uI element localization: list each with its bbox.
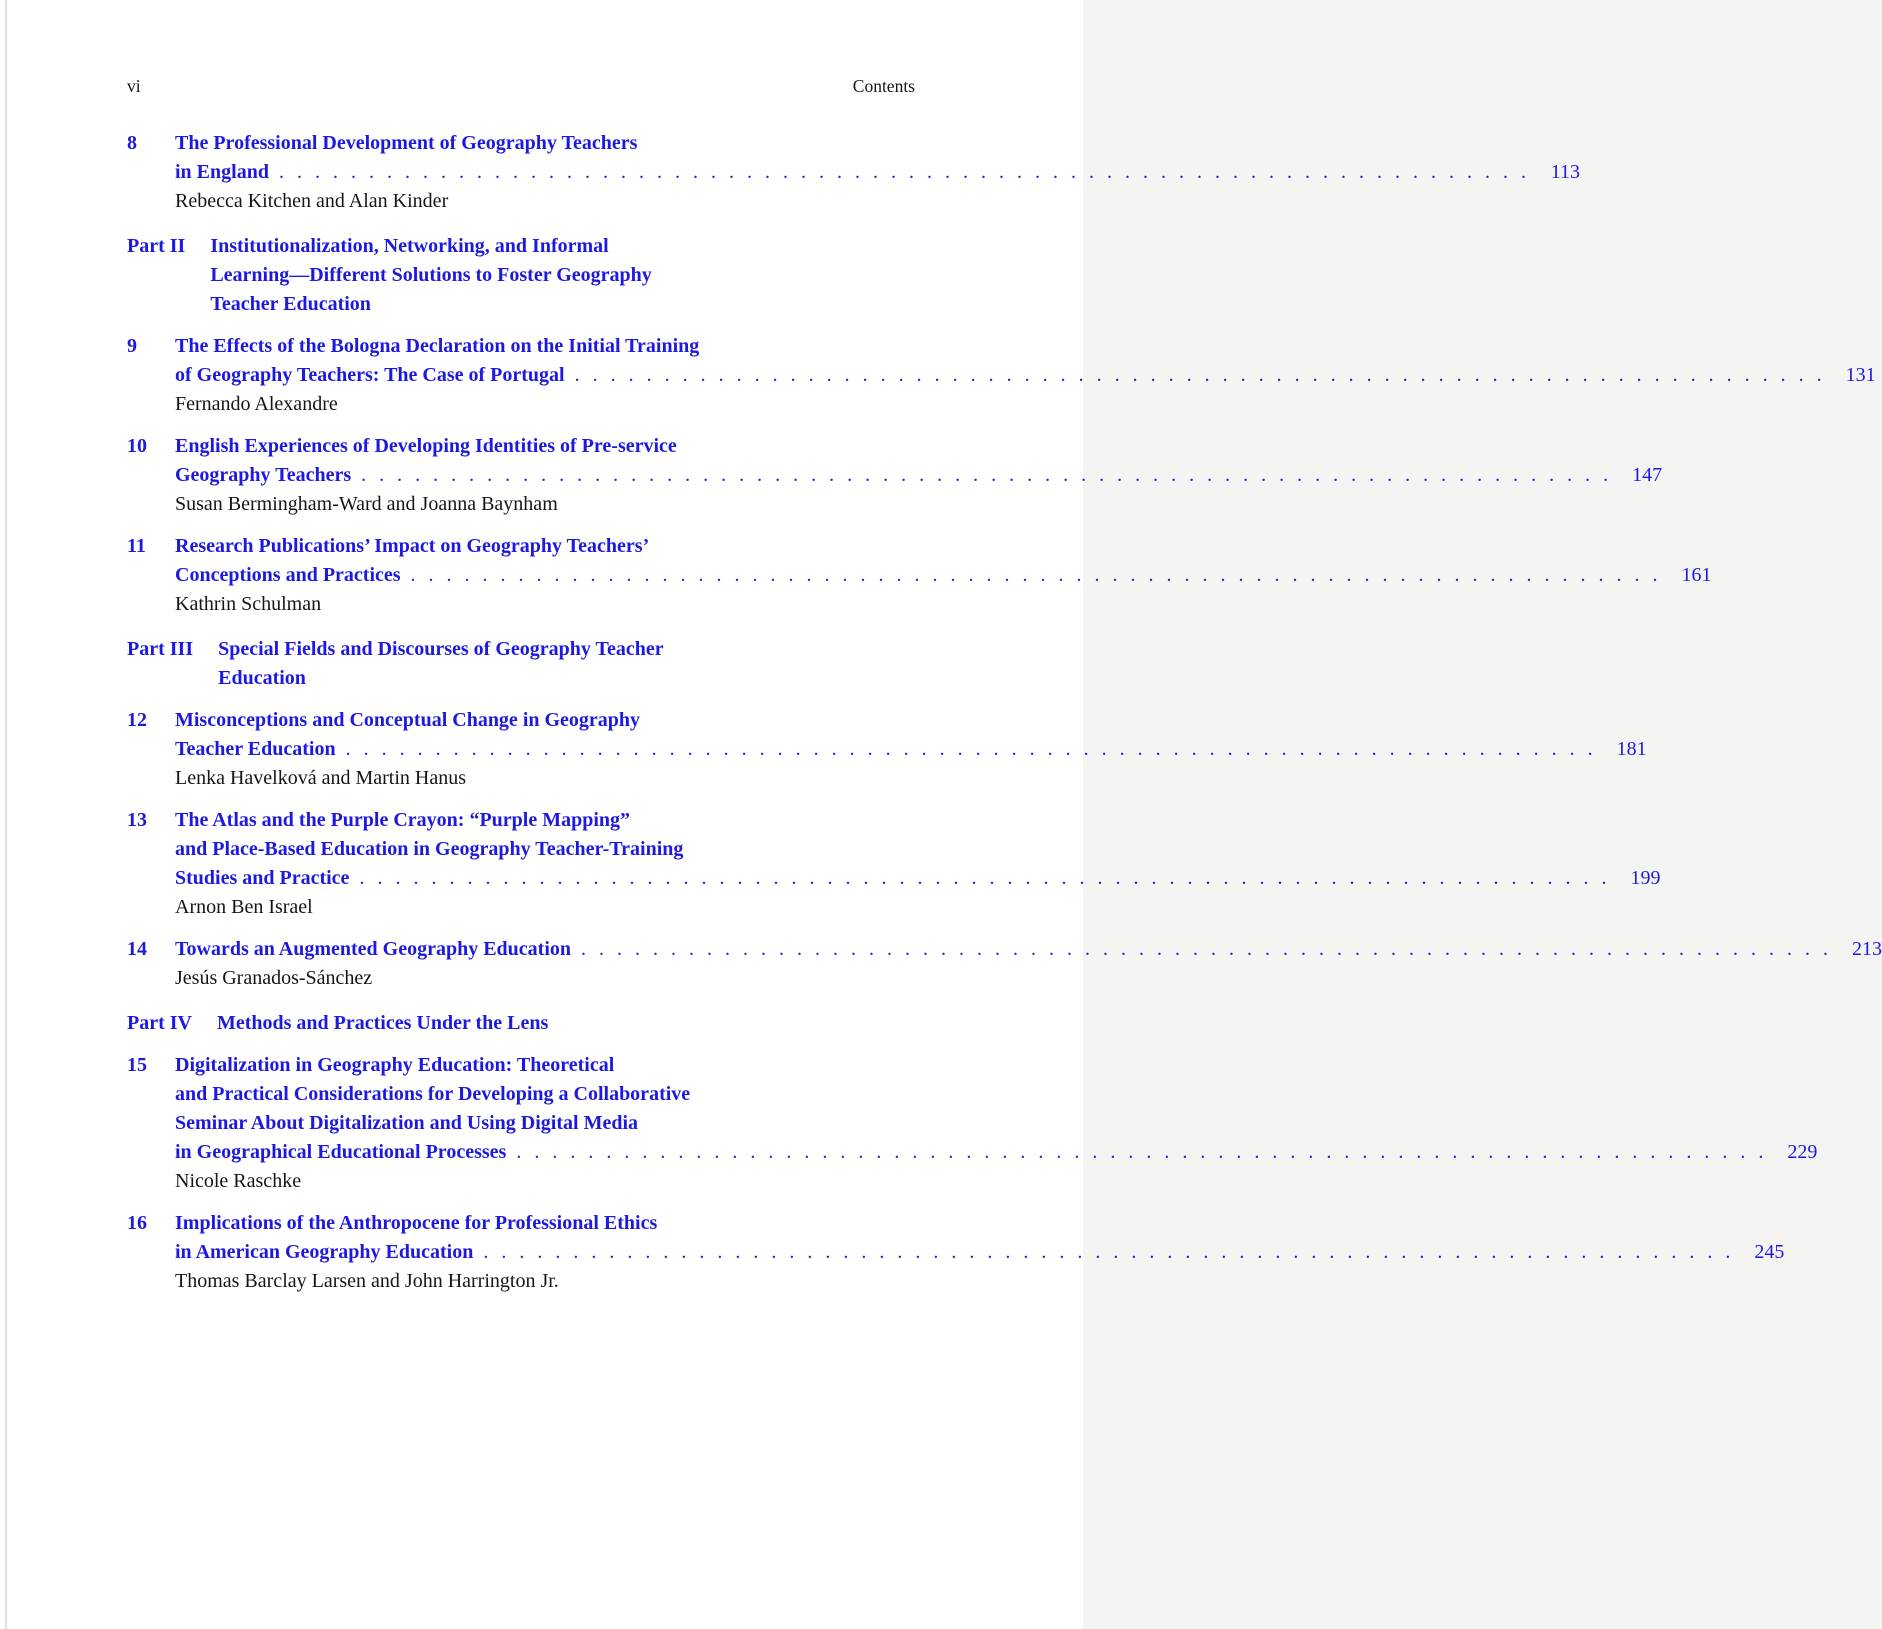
- chapter-number: 10: [127, 435, 147, 457]
- title-text: Studies and Practice: [175, 867, 350, 889]
- chapter-number: 8: [127, 132, 137, 154]
- chapter-number: 12: [127, 709, 147, 731]
- chapter-authors: Nicole Raschke: [175, 1170, 302, 1192]
- title-line: Research Publications’ Impact on Geography Teachers’: [175, 535, 650, 557]
- entry-body: [175, 935, 1882, 993]
- title-line: Digitalization in Geography Education: Theoretical: [175, 1054, 615, 1076]
- title-line: Implications of the Anthropocene for Professional Ethics: [175, 1212, 658, 1234]
- page-number: 213: [1852, 938, 1882, 960]
- entry-body: [175, 332, 1876, 419]
- toc-chapter-entry: [127, 706, 1647, 793]
- dot-leader: [346, 735, 1597, 764]
- title-line: [175, 1238, 1784, 1267]
- entry-body: [175, 806, 1660, 922]
- toc-chapter-entry: [127, 1209, 1785, 1296]
- entry-body: [218, 635, 915, 693]
- entry-body: [175, 1209, 1784, 1296]
- title-line: [175, 935, 1882, 964]
- toc-part-entry: [127, 232, 915, 319]
- entry-body: [217, 1009, 915, 1038]
- page-number: 229: [1787, 1141, 1818, 1163]
- running-title: Contents: [852, 76, 915, 96]
- chapter-authors: Jesús Granados-Sánchez: [175, 967, 373, 989]
- title-line: Institutionalization, Networking, and Informal: [210, 235, 609, 257]
- title-line: Education: [218, 667, 306, 689]
- chapter-authors: Susan Bermingham-Ward and Joanna Baynham: [175, 493, 558, 515]
- page-number: 199: [1630, 867, 1661, 889]
- title-line: [175, 735, 1647, 764]
- dot-leader: [575, 361, 1826, 390]
- part-label: Part IV: [127, 1012, 192, 1034]
- dot-leader: [361, 461, 1612, 490]
- chapter-authors: Lenka Havelková and Martin Hanus: [175, 767, 467, 789]
- title-line: Special Fields and Discourses of Geography Teacher: [218, 638, 664, 660]
- page-number: 245: [1754, 1241, 1785, 1263]
- toc-chapter-entry: [127, 432, 1663, 519]
- chapter-authors: Thomas Barclay Larsen and John Harrington Jr.: [175, 1270, 559, 1292]
- chapter-number: 11: [127, 535, 146, 557]
- chapter-number: 14: [127, 938, 147, 960]
- title-line: [175, 461, 1662, 490]
- entry-body: [175, 432, 1662, 519]
- toc-list: [127, 129, 1882, 1296]
- toc-chapter-entry: [127, 935, 1882, 993]
- title-text: in England: [175, 161, 269, 183]
- title-text: of Geography Teachers: The Case of Portugal: [175, 364, 565, 386]
- title-text: in American Geography Education: [175, 1241, 474, 1263]
- title-text: Teacher Education: [175, 738, 336, 760]
- dot-leader: [411, 561, 1662, 590]
- title-line: Seminar About Digitalization and Using Digital Media: [175, 1112, 639, 1134]
- entry-body: [175, 1051, 1817, 1196]
- page-number: 113: [1550, 161, 1580, 183]
- chapter-number: 9: [127, 335, 137, 357]
- chapter-number: 16: [127, 1212, 147, 1234]
- toc-chapter-entry: [127, 129, 1580, 216]
- entry-body: [210, 232, 915, 319]
- title-line: The Professional Development of Geography Teachers: [175, 132, 638, 154]
- page-content: [127, 0, 1882, 1309]
- entry-body: [175, 532, 1712, 619]
- title-line: and Practical Considerations for Developing a Collaborative: [175, 1083, 691, 1105]
- title-text: Conceptions and Practices: [175, 564, 401, 586]
- page-scan-edge: [5, 0, 7, 1629]
- running-head: [127, 0, 915, 97]
- page-number-label: vi: [127, 76, 141, 96]
- chapter-number: 15: [127, 1054, 147, 1076]
- toc-chapter-entry: [127, 532, 1712, 619]
- dot-leader: [516, 1138, 1767, 1167]
- dot-leader: [359, 864, 1610, 893]
- title-line: The Atlas and the Purple Crayon: “Purple Mapping”: [175, 809, 631, 831]
- title-text: Geography Teachers: [175, 464, 352, 486]
- part-label: Part II: [127, 235, 186, 257]
- chapter-authors: Fernando Alexandre: [175, 393, 338, 415]
- title-line: Learning—Different Solutions to Foster Geography: [210, 264, 652, 286]
- toc-chapter-entry: [127, 332, 1876, 419]
- dot-leader: [581, 935, 1832, 964]
- part-label: Part III: [127, 638, 194, 660]
- page-number: 161: [1681, 564, 1712, 586]
- toc-part-entry: [127, 1009, 915, 1038]
- dot-leader: [483, 1238, 1734, 1267]
- title-line: English Experiences of Developing Identities of Pre-service: [175, 435, 677, 457]
- title-line: [175, 158, 1580, 187]
- title-line: [175, 1138, 1817, 1167]
- title-line: Misconceptions and Conceptual Change in Geography: [175, 709, 641, 731]
- chapter-authors: Kathrin Schulman: [175, 593, 322, 615]
- chapter-number: 13: [127, 809, 147, 831]
- entry-body: [175, 129, 1580, 216]
- chapter-authors: Rebecca Kitchen and Alan Kinder: [175, 190, 449, 212]
- title-line: Teacher Education: [210, 293, 371, 315]
- page-number: 181: [1616, 738, 1647, 760]
- title-line: and Place-Based Education in Geography Teacher-Training: [175, 838, 684, 860]
- title-line: [175, 864, 1660, 893]
- dot-leader: [279, 158, 1530, 187]
- toc-chapter-entry: [127, 1051, 1818, 1196]
- title-line: The Effects of the Bologna Declaration on the Initial Training: [175, 335, 700, 357]
- title-line: Methods and Practices Under the Lens: [216, 1012, 549, 1034]
- title-text: in Geographical Educational Processes: [175, 1141, 507, 1163]
- title-line: [175, 361, 1876, 390]
- title-line: [175, 561, 1712, 590]
- entry-body: [175, 706, 1647, 793]
- title-text: Towards an Augmented Geography Education: [175, 938, 571, 960]
- page-number: 131: [1845, 364, 1876, 386]
- toc-chapter-entry: [127, 806, 1661, 922]
- page-number: 147: [1632, 464, 1663, 486]
- chapter-authors: Arnon Ben Israel: [175, 896, 313, 918]
- toc-part-entry: [127, 635, 915, 693]
